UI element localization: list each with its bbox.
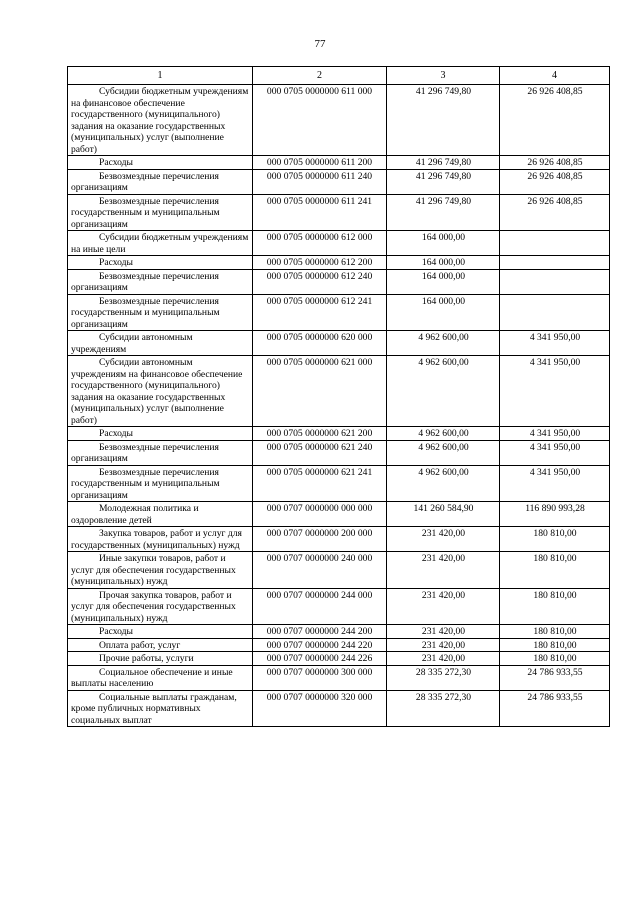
row-value-col3: 231 420,00 [387,552,500,589]
row-code-cell: 000 0705 0000000 620 000 [253,331,387,356]
row-code-cell: 000 0707 0000000 240 000 [253,552,387,589]
row-value-col4: 26 926 408,85 [500,156,610,170]
row-name-cell: Безвозмездные перечисления государственным и муниципальным организациям [68,465,253,502]
row-name-cell: Безвозмездные перечисления организациям [68,440,253,465]
row-code-cell: 000 0705 0000000 612 000 [253,231,387,256]
row-value-col3: 164 000,00 [387,294,500,331]
row-value-col4: 26 926 408,85 [500,169,610,194]
table-row [68,552,610,589]
row-name-cell: Закупка товаров, работ и услуг для государственных (муниципальных) нужд [68,527,253,552]
table-row [68,256,610,270]
row-code-cell: 000 0705 0000000 621 200 [253,427,387,441]
table-row [68,85,610,156]
row-value-col4: 26 926 408,85 [500,194,610,231]
row-name-cell: Социальные выплаты гражданам, кроме публичных нормативных социальных выплат [68,690,253,727]
row-name-cell: Расходы [68,156,253,170]
row-name-cell: Молодежная политика и оздоровление детей [68,502,253,527]
table-row [68,294,610,331]
row-code-cell: 000 0705 0000000 611 241 [253,194,387,231]
table-row [68,194,610,231]
column-header-2: 2 [253,67,387,85]
row-value-col3: 4 962 600,00 [387,356,500,427]
table-row [68,502,610,527]
row-value-col4: 180 810,00 [500,638,610,652]
row-value-col3: 164 000,00 [387,256,500,270]
row-value-col3: 41 296 749,80 [387,85,500,156]
row-value-col4 [500,231,610,256]
row-code-cell: 000 0707 0000000 320 000 [253,690,387,727]
table-row [68,440,610,465]
row-value-col4: 116 890 993,28 [500,502,610,527]
row-value-col3: 4 962 600,00 [387,331,500,356]
row-name-cell: Субсидии бюджетным учреждениям на иные цели [68,231,253,256]
row-value-col3: 231 420,00 [387,638,500,652]
row-name-cell: Иные закупки товаров, работ и услуг для обеспечения государственных (муниципальных) нужд [68,552,253,589]
row-value-col3: 41 296 749,80 [387,169,500,194]
row-value-col3: 4 962 600,00 [387,440,500,465]
row-name-cell: Оплата работ, услуг [68,638,253,652]
table-row [68,427,610,441]
row-value-col4 [500,256,610,270]
row-code-cell: 000 0707 0000000 300 000 [253,665,387,690]
table-row [68,527,610,552]
table-row [68,231,610,256]
row-value-col4: 26 926 408,85 [500,85,610,156]
row-name-cell: Прочая закупка товаров, работ и услуг для обеспечения государственных (муниципальных) нужд [68,588,253,625]
row-value-col4: 4 341 950,00 [500,440,610,465]
table-row [68,588,610,625]
row-value-col4: 4 341 950,00 [500,465,610,502]
table-row [68,331,610,356]
row-value-col4: 4 341 950,00 [500,427,610,441]
row-code-cell: 000 0705 0000000 621 241 [253,465,387,502]
row-code-cell: 000 0705 0000000 621 000 [253,356,387,427]
row-name-cell: Субсидии автономным учреждениям [68,331,253,356]
row-value-col4: 24 786 933,55 [500,690,610,727]
row-value-col3: 231 420,00 [387,527,500,552]
row-name-cell: Расходы [68,256,253,270]
row-code-cell: 000 0705 0000000 621 240 [253,440,387,465]
row-name-cell: Расходы [68,625,253,639]
row-value-col4: 180 810,00 [500,527,610,552]
table-row [68,625,610,639]
row-value-col4: 4 341 950,00 [500,356,610,427]
table-row [68,690,610,727]
row-code-cell: 000 0707 0000000 200 000 [253,527,387,552]
row-value-col3: 28 335 272,30 [387,665,500,690]
row-code-cell: 000 0705 0000000 611 240 [253,169,387,194]
row-name-cell: Безвозмездные перечисления государственным и муниципальным организациям [68,294,253,331]
row-value-col3: 4 962 600,00 [387,427,500,441]
column-header-1: 1 [68,67,253,85]
row-code-cell: 000 0707 0000000 244 000 [253,588,387,625]
row-name-cell: Расходы [68,427,253,441]
row-name-cell: Прочие работы, услуги [68,652,253,666]
row-code-cell: 000 0705 0000000 611 200 [253,156,387,170]
header-row [68,67,610,85]
row-value-col3: 28 335 272,30 [387,690,500,727]
row-value-col4: 180 810,00 [500,552,610,589]
row-code-cell: 000 0705 0000000 612 240 [253,269,387,294]
row-name-cell: Безвозмездные перечисления государственным и муниципальным организациям [68,194,253,231]
row-name-cell: Социальное обеспечение и иные выплаты населению [68,665,253,690]
table-body [68,85,610,727]
row-value-col3: 4 962 600,00 [387,465,500,502]
row-name-cell: Субсидии бюджетным учреждениям на финансовое обеспечение государственного (муниципального) задания на оказание государственных (муниципальных) услуг (выполнение работ) [68,85,253,156]
table-row [68,652,610,666]
row-value-col3: 164 000,00 [387,231,500,256]
row-code-cell: 000 0705 0000000 611 000 [253,85,387,156]
row-code-cell: 000 0707 0000000 244 200 [253,625,387,639]
row-code-cell: 000 0707 0000000 244 220 [253,638,387,652]
table-row [68,156,610,170]
row-code-cell: 000 0707 0000000 244 226 [253,652,387,666]
row-name-cell: Субсидии автономным учреждениям на финансовое обеспечение государственного (муниципального) задания на оказание государственных (муниципальных) услуг (выполнение работ) [68,356,253,427]
row-value-col4 [500,269,610,294]
column-header-3: 3 [387,67,500,85]
column-header-4: 4 [500,67,610,85]
table-row [68,638,610,652]
row-value-col4: 180 810,00 [500,588,610,625]
row-code-cell: 000 0705 0000000 612 241 [253,294,387,331]
row-value-col4: 180 810,00 [500,625,610,639]
table-row [68,465,610,502]
row-value-col4: 24 786 933,55 [500,665,610,690]
row-value-col4: 180 810,00 [500,652,610,666]
row-value-col3: 231 420,00 [387,588,500,625]
table-row [68,169,610,194]
page-number: 77 [314,38,326,50]
row-value-col3: 41 296 749,80 [387,156,500,170]
row-name-cell: Безвозмездные перечисления организациям [68,269,253,294]
row-value-col3: 41 296 749,80 [387,194,500,231]
row-name-cell: Безвозмездные перечисления организациям [68,169,253,194]
row-value-col3: 164 000,00 [387,269,500,294]
row-code-cell: 000 0705 0000000 612 200 [253,256,387,270]
row-value-col3: 141 260 584,90 [387,502,500,527]
table-row [68,356,610,427]
row-code-cell: 000 0707 0000000 000 000 [253,502,387,527]
budget-table [67,66,610,727]
row-value-col4 [500,294,610,331]
table-row [68,665,610,690]
row-value-col3: 231 420,00 [387,625,500,639]
row-value-col3: 231 420,00 [387,652,500,666]
table-row [68,269,610,294]
row-value-col4: 4 341 950,00 [500,331,610,356]
